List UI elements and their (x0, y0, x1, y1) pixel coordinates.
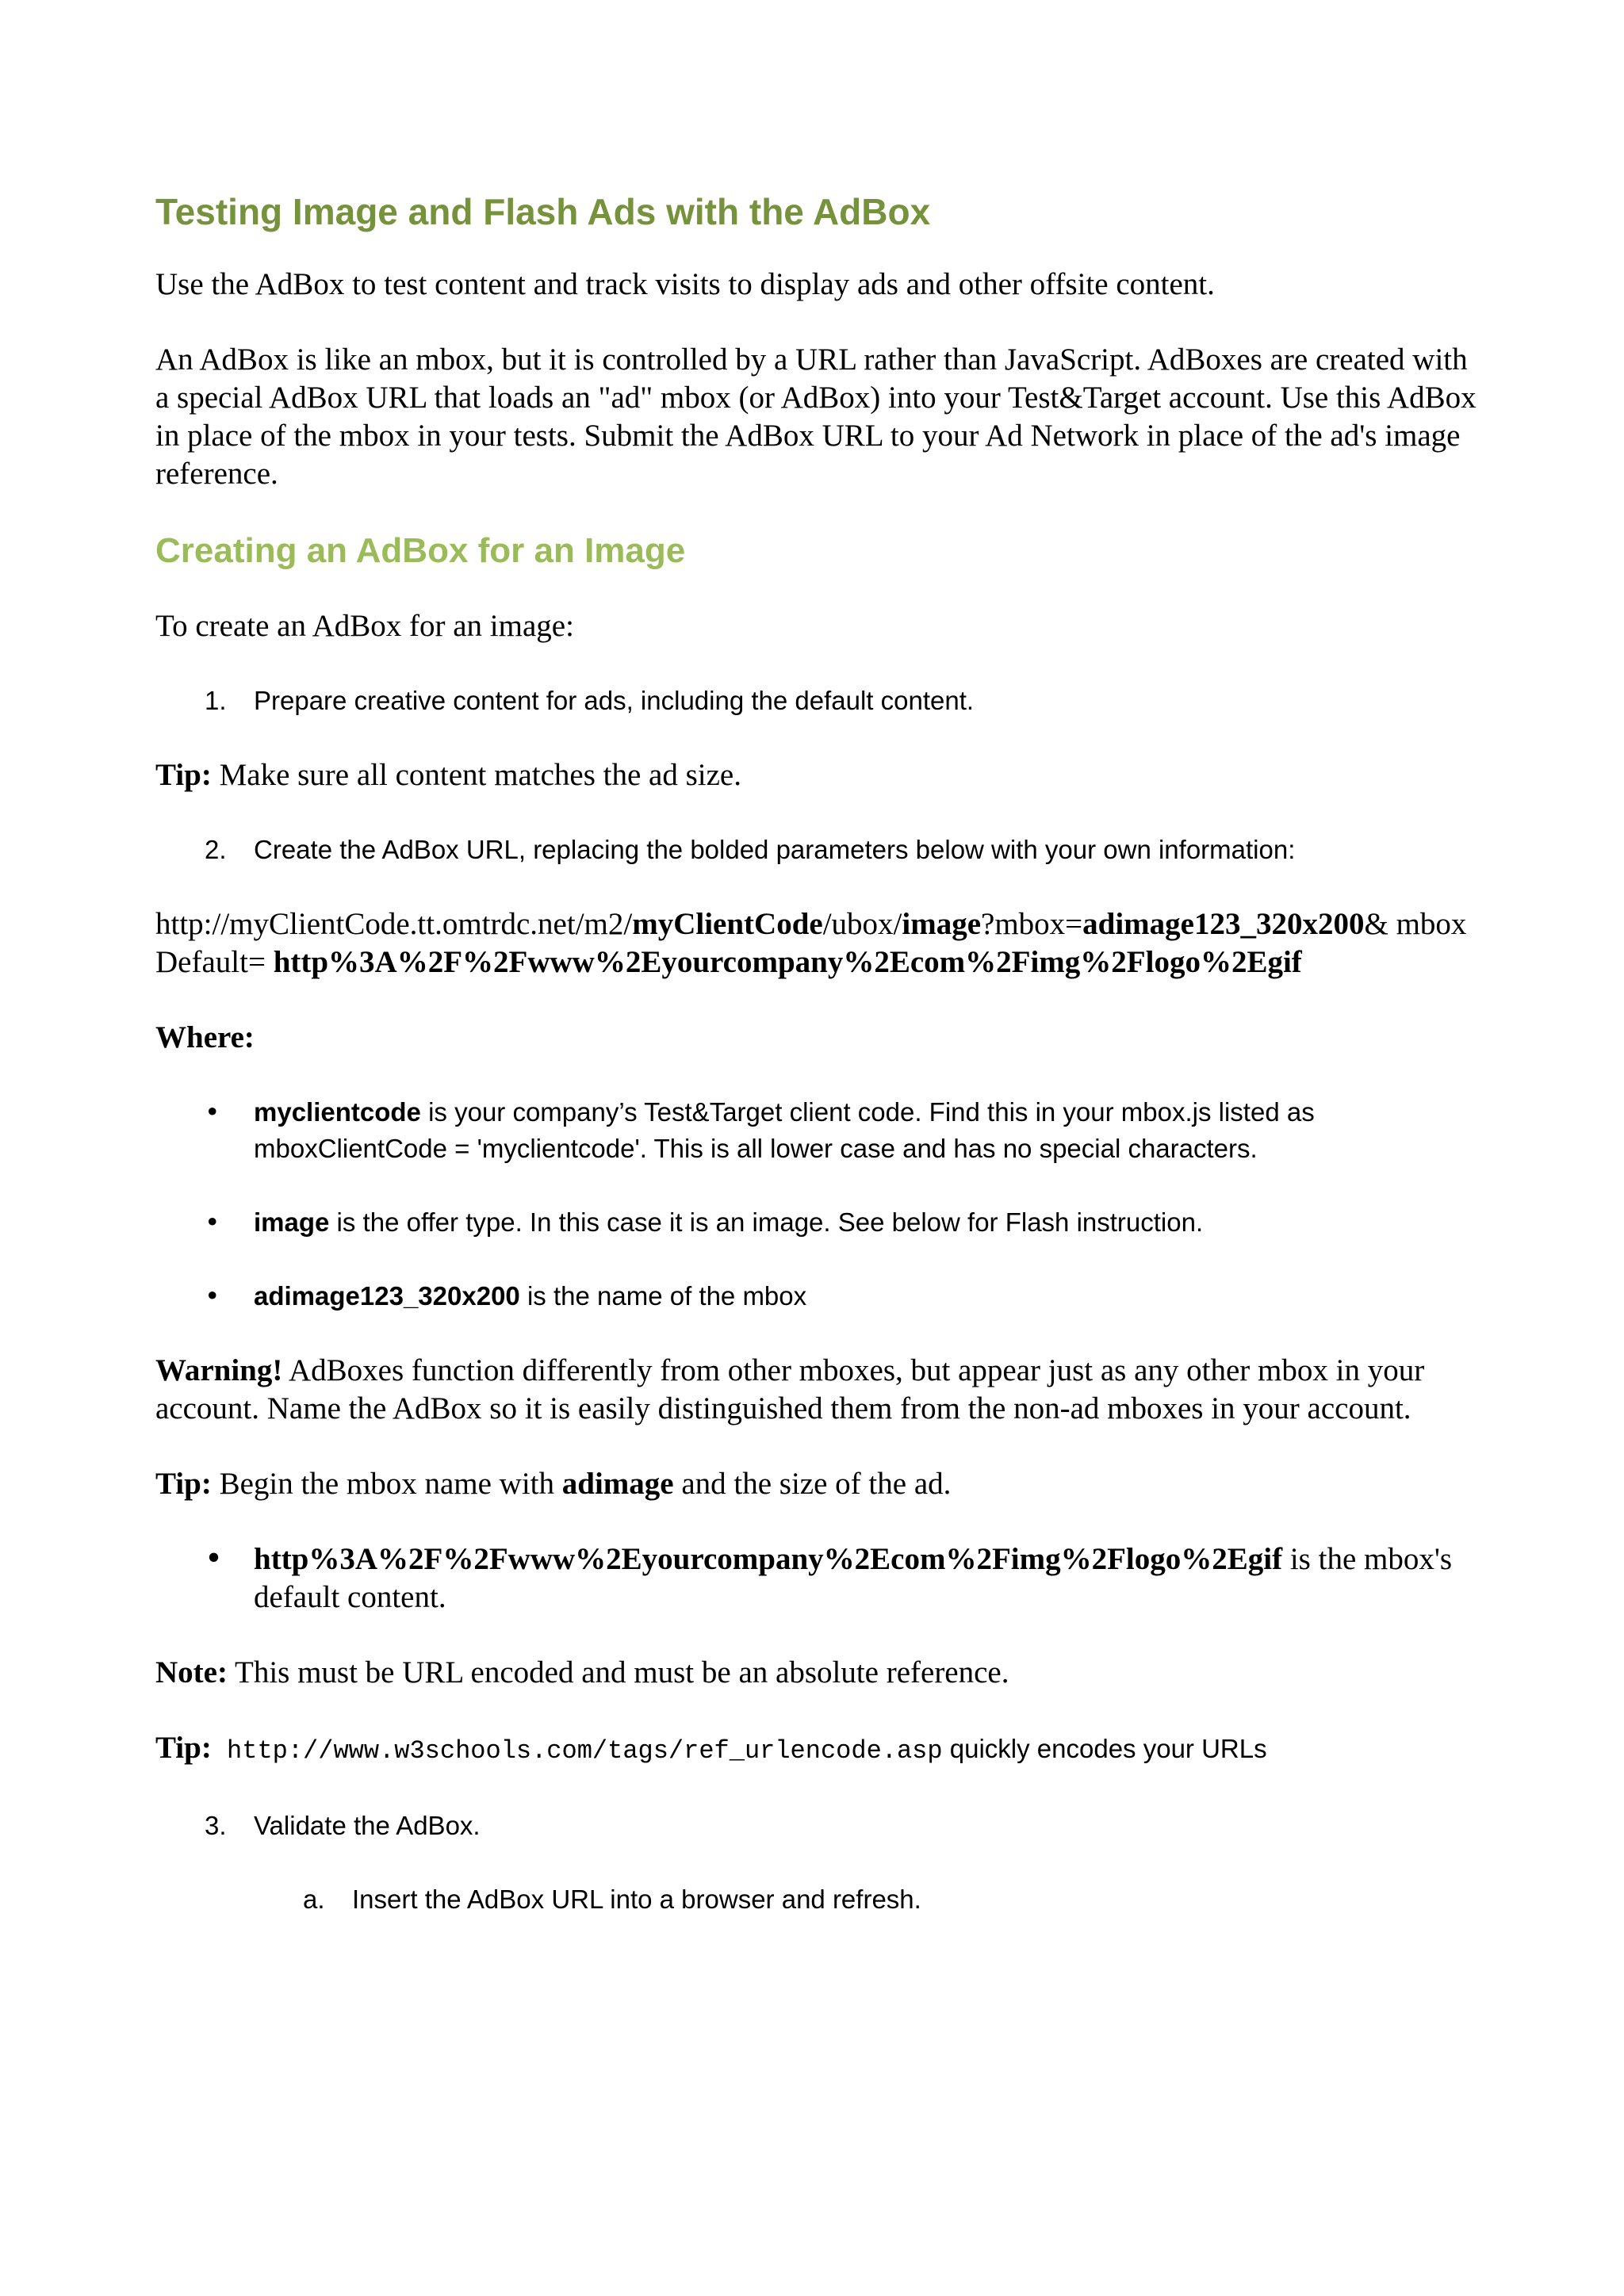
warning-paragraph (155, 1352, 1488, 1428)
intro-paragraph: Use the AdBox to test content and track visits to display ads and other offsite content. (155, 267, 1215, 302)
step-3a (155, 1881, 1488, 1918)
step-1-number: 1. (205, 685, 227, 715)
step-2 (155, 832, 1488, 868)
where-item-2-term: image (254, 1207, 330, 1237)
where-item-1-text: is your company’s Test&Target client code. Find this in your mbox.js listed as mboxClientCode = 'myclientcode'. This is all lower case and has no special characters. (254, 1096, 1315, 1163)
where-item-3-term: adimage123_320x200 (254, 1280, 520, 1311)
bullet-icon: • (205, 1540, 224, 1577)
tip-3-label: Tip: (155, 1730, 212, 1765)
note-paragraph (155, 1654, 1488, 1692)
step-2-number: 2. (205, 834, 227, 864)
step-3a-letter: a. (303, 1884, 325, 1914)
note-text: This must be URL encoded and must be an absolute reference. (227, 1655, 1009, 1689)
where-item-1 (155, 1094, 1488, 1167)
where-label-text: Where: (155, 1020, 255, 1054)
where-item-3 (155, 1278, 1488, 1314)
tip-2-label: Tip: (155, 1466, 212, 1501)
url-bold-image: image (902, 906, 982, 941)
step-3-text: Validate the AdBox. (254, 1810, 481, 1840)
note-label: Note: (155, 1655, 228, 1689)
step-2-text: Create the AdBox URL, replacing the bolded parameters below with your own information: (254, 834, 1296, 864)
url-part-2: /ubox/ (822, 906, 902, 941)
step-3a-text: Insert the AdBox URL into a browser and refresh. (352, 1884, 921, 1914)
bullet-icon: • (205, 1280, 220, 1311)
url-part-3: ?mbox= (981, 906, 1083, 941)
tip-1 (155, 756, 1488, 794)
warning-text: AdBoxes function differently from other mboxes, but appear just as any other mbox in your account. Name the AdBox so it is easily distinguished them from the non-ad mboxes in your account. (155, 1353, 1425, 1425)
default-content-url: http%3A%2F%2Fwww%2Eyourcompany%2Ecom%2Fimg%2Flogo%2Egif (254, 1541, 1283, 1576)
url-bold-default: http%3A%2F%2Fwww%2Eyourcompany%2Ecom%2Fimg%2Flogo%2Egif (273, 944, 1302, 979)
url-bold-client-code: myClientCode (632, 906, 823, 941)
tip-2-text-2: and the size of the ad. (673, 1466, 952, 1501)
document-page (155, 190, 1488, 1955)
bullet-icon: • (205, 1096, 220, 1127)
warning-label: Warning! (155, 1353, 283, 1387)
section-heading: Creating an AdBox for an Image (155, 531, 686, 571)
default-content-item (155, 1540, 1488, 1617)
where-item-2-text: is the offer type. In this case it is an image. See below for Flash instruction. (329, 1207, 1204, 1237)
url-bold-mbox: adimage123_320x200 (1082, 906, 1365, 941)
page-title: Testing Image and Flash Ads with the AdBox (155, 191, 931, 232)
step-3 (155, 1808, 1488, 1844)
description-text: An AdBox is like an mbox, but it is controlled by a URL rather than JavaScript. AdBoxes are created with a special AdBox URL that loads an "ad" mbox (or AdBox) into your Test&Target account. Use this AdBox in place of the mbox in your tests. Submit the AdBox URL to your Ad Network in place of the ad's image reference. (155, 342, 1477, 492)
tip-2-bold: adimage (561, 1466, 674, 1501)
step-1-text: Prepare creative content for ads, including the default content. (254, 685, 975, 715)
url-part-1: http://myClientCode.tt.omtrdc.net/m2/ (155, 906, 633, 941)
tip-2 (155, 1465, 1488, 1503)
bullet-icon: • (205, 1206, 220, 1238)
section-intro: To create an AdBox for an image: (155, 608, 574, 643)
step-3-number: 3. (205, 1810, 227, 1840)
tip-1-label: Tip: (155, 757, 212, 792)
where-item-3-text: is the name of the mbox (519, 1280, 807, 1311)
description-paragraph (155, 341, 1488, 493)
url-part-4: & mboxDefault= (155, 906, 1467, 979)
where-label (155, 1019, 1488, 1057)
adbox-url (155, 905, 1488, 982)
where-item-2 (155, 1204, 1488, 1241)
tip-1-text: Make sure all content matches the ad size. (211, 757, 741, 792)
step-1 (155, 683, 1488, 719)
tip-2-text-1: Begin the mbox name with (211, 1466, 562, 1501)
default-content-text: is the mbox's default content. (254, 1541, 1453, 1614)
tip-3-url[interactable]: http://www.w3schools.com/tags/ref_urlencode.asp (211, 1735, 943, 1766)
tip-3 (155, 1729, 1488, 1770)
where-item-1-term: myclientcode (254, 1096, 421, 1127)
tip-3-text: quickly encodes your URLs (942, 1733, 1267, 1763)
